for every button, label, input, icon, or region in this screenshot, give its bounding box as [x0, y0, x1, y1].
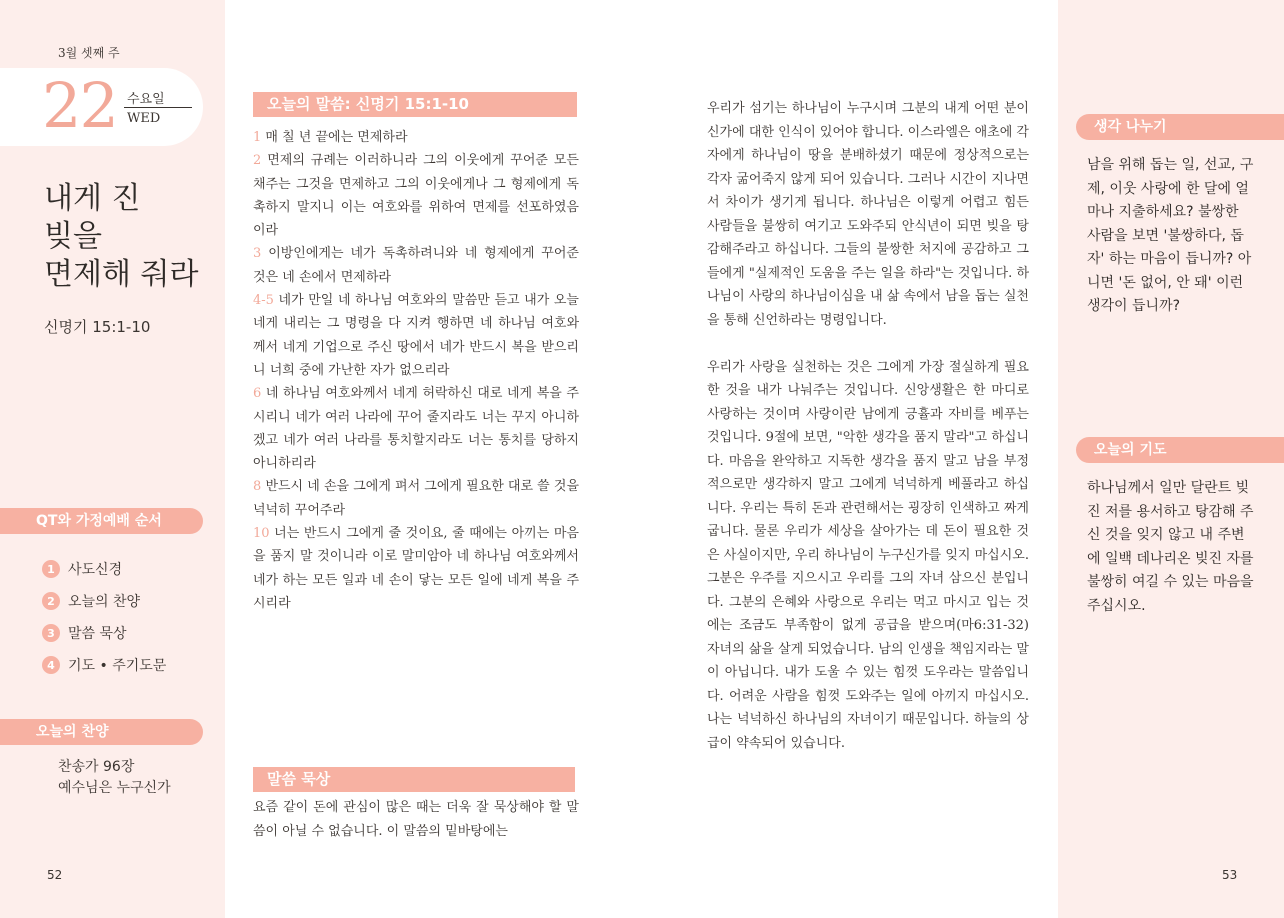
verse-text: 네가 만일 네 하나님 여호와의 말씀만 듣고 내가 오늘 네게 내리는 그 명령을 다 지켜 행하면 네 하나님 여호와께서 네게 기업으로 주신 땅에서 네가 반드시 복을 받으리니 너희 중에 가난한 자가 없으리라	[253, 293, 579, 378]
week-label: 3월 셋째 주	[58, 46, 120, 60]
order-item	[42, 585, 166, 617]
verse-number: 2	[253, 153, 262, 169]
verse-text: 매 칠 년 끝에는 면제하라	[265, 130, 408, 145]
verse-number: 4-5	[253, 293, 274, 309]
verse-text: 면제의 규례는 이러하니라 그의 이웃에게 꾸어준 모든 채주는 그것을 면제하고 그의 이웃에게나 그 형제에게 독촉하지 말지니 이는 여호와를 위하여 면제를 선포하였음이라	[253, 153, 579, 239]
verse-number: 8	[253, 479, 262, 495]
order-item-label: 오늘의 찬양	[68, 594, 141, 610]
meditation-paragraph: 우리가 섬기는 하나님이 누구시며 그분의 내게 어떤 분이신가에 대한 인식이 있어야 합니다. 이스라엘은 애초에 각자에게 하나님이 땅을 분배하셨기 때문에 정상적으로는 각자 굶어죽지 않게 되어 있습니다. 그러나 시간이 지나면서 차이가 생기게 됩니다. 하나님은 이렇게 어렵고 힘든 사람들을 불쌍히 여기고 도와주되 안식년이 되면 빚을 탕감해주라고 하십니다. 그들의 불쌍한 처지에 공감하고 그들에게 "실제적인 도움을 주는 일을 하라"는 것입니다. 하나님이 사랑의 하나님이심을 내 삶 속에서 남을 돕는 실천을 통해 신언하라는 명령입니다.	[707, 101, 1029, 328]
share-questions: 남을 위해 돕는 일, 선교, 구제, 이웃 사랑에 한 달에 얼마나 지출하세요? 불쌍한 사람을 보면 '불쌍하다, 돕자' 하는 마음이 듭니까? 아니면 '돈 없어, 안 돼' 이런 생각이 듭니까?	[1087, 157, 1254, 314]
verse	[253, 289, 579, 382]
verse-text: 너는 반드시 그에게 줄 것이요, 줄 때에는 아끼는 마음을 품지 말 것이니라 이로 말미암아 네 하나님 여호와께서 네가 하는 모든 일과 네 손이 닿는 모든 일에 네게 복을 주시리라	[253, 526, 579, 611]
order-number-badge: 4	[42, 656, 60, 674]
hymn-number: 찬송가 96장	[58, 759, 135, 775]
weekday-english: WED	[127, 111, 161, 126]
prayer-heading: 오늘의 기도	[1076, 437, 1284, 463]
order-number-badge: 2	[42, 592, 60, 610]
page-number-left: 52	[47, 868, 63, 882]
order-number-badge: 3	[42, 624, 60, 642]
order-item	[42, 649, 166, 681]
verse	[253, 242, 579, 289]
verse	[253, 126, 579, 149]
verse	[253, 149, 579, 242]
meditation-paragraph: 우리가 사랑을 실천하는 것은 그에게 가장 절실하게 필요한 것을 내가 나눠주는 것입니다. 신앙생활은 한 마디로 사랑하는 것이며 사랑이란 남에게 긍휼과 자비를 베푸는 것입니다. 9절에 보면, "악한 생각을 품지 말라"고 하십니다. 마음을 완악하고 지독한 생각을 품지 말고 남을 부정적으로만 생각하지 말고 그에게 넉넉하게 베풀라고 하십니다. 우리는 특히 돈과 관련해서는 굉장히 인색하고 짜게 굽니다. 물론 우리가 세상을 살아가는 데 돈이 필요한 것은 사실이지만, 우리 하나님이 누구신가를 잊지 마십시오. 그분은 우주를 지으시고 우리를 그의 자녀 삼으신 분입니다. 그분의 은혜와 사랑으로 우리는 먹고 마시고 입는 것에는 조금도 부족함이 없게 공급을 받으며(마6:31-32) 자녀의 삶을 살게 되었습니다. 남의 인생을 책임지라는 말이 아닙니다. 내가 도울 수 있는 힘껏 도우라는 말씀입니다. 어려운 사람을 힘껏 도와주는 일에 아끼지 마십시오. 나는 넉넉하신 하나님의 자녀이기 때문입니다. 하늘의 상급이 약속되어 있습니다.	[707, 359, 1029, 751]
verse-number: 1	[253, 130, 262, 145]
title-line: 내게 진	[44, 181, 141, 216]
order-list	[42, 553, 166, 681]
page-number-right: 53	[1222, 868, 1238, 882]
order-item-label: 말씀 묵상	[68, 626, 127, 642]
verse-text: 이방인에게는 네가 독촉하려니와 네 형제에게 꾸어준 것은 네 손에서 면제하라	[253, 246, 579, 285]
meditation-heading: 말씀 묵상	[253, 767, 575, 792]
scripture-reference: 신명기 15:1-10	[44, 318, 151, 336]
prayer-text: 하나님께서 일만 달란트 빚진 저를 용서하고 탕감해 주신 것을 잊지 않고 내 주변에 일백 데나리온 빚진 자를 불쌍히 여길 수 있는 마음을 주십시오.	[1087, 480, 1254, 614]
order-number-badge: 1	[42, 560, 60, 578]
weekday-korean: 수요일	[127, 92, 165, 107]
hymn-heading: 오늘의 찬양	[0, 719, 203, 745]
verse	[253, 382, 579, 475]
order-item	[42, 617, 166, 649]
verse	[253, 475, 579, 522]
verse	[253, 522, 579, 615]
date-number: 22	[42, 69, 117, 142]
share-heading: 생각 나누기	[1076, 114, 1284, 140]
weekday-divider	[124, 107, 192, 108]
meditation-body	[707, 97, 1029, 755]
meditation-intro: 요즘 같이 돈에 관심이 많은 때는 더욱 잘 묵상해야 할 말씀이 아닐 수 없습니다. 이 말씀의 밑바탕에는	[253, 800, 579, 839]
order-item	[42, 553, 166, 585]
verse-number: 3	[253, 246, 262, 262]
verse-text: 네 하나님 여호와께서 네게 허락하신 대로 네게 복을 주시리니 네가 여러 나라에 꾸어 줄지라도 너는 꾸지 아니하겠고 네가 여러 나라를 통치할지라도 너는 통치를 당하지 아니하리라	[253, 386, 579, 472]
order-item-label: 기도 • 주기도문	[68, 658, 167, 674]
hymn-info	[58, 757, 171, 799]
title-line: 면제해 줘라	[44, 257, 199, 292]
order-item-label: 사도신경	[68, 562, 123, 578]
page-title	[44, 180, 198, 294]
order-heading: QT와 가정예배 순서	[0, 508, 203, 534]
verse-text: 반드시 네 손을 그에게 펴서 그에게 필요한 대로 쓸 것을 넉넉히 꾸어주라	[253, 479, 580, 518]
verse-number: 6	[253, 386, 262, 402]
left-sidebar-panel	[0, 0, 225, 918]
scripture-heading: 오늘의 말씀: 신명기 15:1-10	[253, 92, 577, 117]
title-line: 빚을	[44, 219, 102, 254]
hymn-title: 예수님은 누구신가	[58, 780, 171, 796]
verse-number: 10	[253, 526, 270, 542]
scripture-text	[253, 126, 579, 615]
